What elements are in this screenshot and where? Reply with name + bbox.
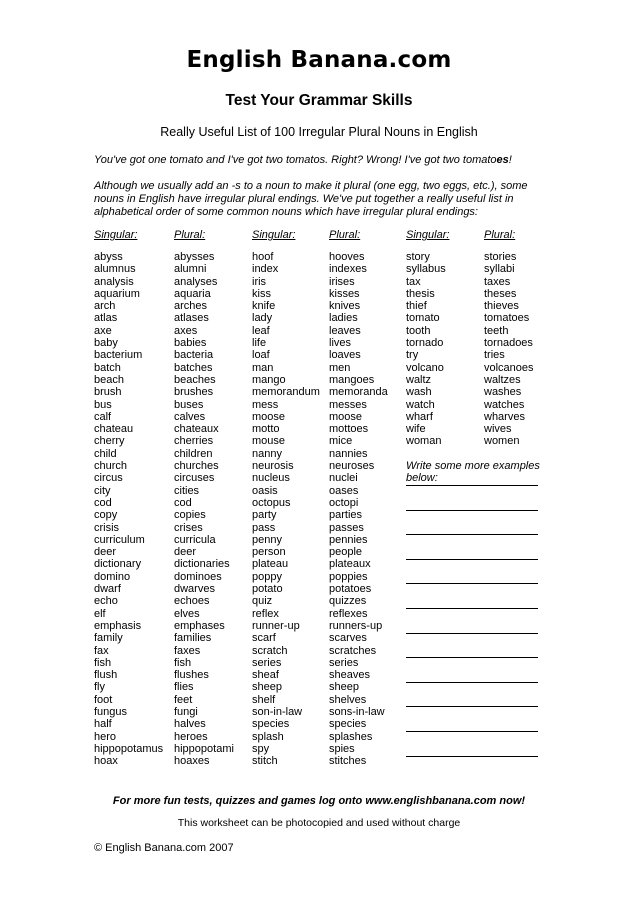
intro-sentence-text: You've got one tomato and I've got two tomatos. Right? Wrong! I've got two tomato (94, 154, 497, 166)
word-entry: people (329, 546, 363, 559)
word-entry: tornadoes (484, 337, 533, 350)
word-entry: fly (94, 681, 105, 694)
word-entry: elf (94, 607, 106, 620)
header-singular-3: Singular: (406, 229, 450, 241)
word-entry: neurosis (252, 460, 294, 473)
word-entry: batches (174, 361, 213, 374)
word-entry: passes (329, 521, 364, 534)
word-entry: churches (174, 460, 219, 473)
word-entry: bacterium (94, 349, 143, 362)
word-entry: motto (252, 423, 280, 436)
word-entry: emphases (174, 619, 225, 632)
page-subtitle: Really Useful List of 100 Irregular Plural Nouns in English (160, 125, 478, 139)
word-entry: arches (174, 300, 208, 313)
word-entry: man (252, 361, 274, 374)
word-entry: thieves (484, 300, 519, 313)
header-singular-2: Singular: (252, 229, 296, 241)
word-entry: stitch (252, 755, 278, 768)
word-entry: halves (174, 718, 206, 731)
word-entry: taxes (484, 275, 511, 288)
word-entry: kiss (252, 287, 271, 300)
word-entry: heroes (174, 730, 208, 743)
word-entry: bus (94, 398, 112, 411)
word-entry: scratch (252, 644, 288, 657)
word-entry: nucleus (252, 472, 290, 485)
word-entry: series (252, 656, 282, 669)
word-entry: abyss (94, 251, 123, 263)
word-entry: nannies (329, 447, 368, 460)
intro-sentence-end: ! (508, 154, 512, 166)
word-entry: fungi (174, 705, 198, 718)
column-plural-3 (484, 251, 534, 448)
answer-line[interactable] (406, 584, 538, 609)
word-entry: scarves (329, 632, 367, 645)
word-entry: wife (406, 423, 426, 436)
word-entry: potato (252, 583, 283, 596)
answer-line[interactable] (406, 658, 538, 683)
word-entry: wash (406, 386, 432, 399)
word-entry: life (252, 337, 267, 350)
word-entry: waltzes (484, 373, 521, 386)
word-entry: women (484, 435, 520, 448)
word-entry: sons-in-law (329, 705, 385, 718)
answer-line[interactable] (406, 707, 538, 732)
word-entry: fish (174, 656, 192, 669)
word-entry: faxes (174, 644, 201, 657)
word-entry: curricula (174, 533, 216, 546)
word-entry: leaf (252, 324, 270, 337)
word-entry: sheaf (252, 669, 279, 682)
word-entry: pennies (329, 533, 368, 546)
word-entry: babies (174, 337, 207, 350)
write-more-prompt: Write some more examples below: (406, 460, 540, 485)
word-entry: penny (252, 533, 282, 546)
word-entry: messes (329, 398, 367, 411)
answer-line[interactable] (406, 511, 538, 536)
word-entry: circus (94, 472, 123, 485)
word-entry: circuses (174, 472, 215, 485)
answer-line[interactable] (406, 683, 538, 708)
word-entry: runner-up (252, 619, 300, 632)
word-entry: cod (94, 496, 112, 509)
word-entry: reflex (252, 607, 279, 620)
word-entry: pass (252, 521, 276, 534)
word-entry: families (174, 632, 212, 645)
word-entry: dominoes (174, 570, 222, 583)
word-entry: hero (94, 730, 117, 743)
word-entry: city (94, 484, 111, 497)
word-entry: knives (329, 300, 361, 313)
word-entry: wharf (406, 410, 433, 423)
column-plural-1 (174, 251, 234, 767)
word-entry: domino (94, 570, 131, 583)
intro-sentence (94, 154, 554, 166)
word-entry: scarf (252, 632, 276, 645)
word-entry: chateau (94, 423, 134, 436)
word-entry: abysses (174, 251, 215, 263)
word-entry: species (252, 718, 290, 731)
word-entry: spies (329, 742, 355, 755)
word-entry: spy (252, 742, 270, 755)
word-entry: thief (406, 300, 427, 313)
word-entry: theses (484, 287, 517, 300)
word-entry: axe (94, 324, 112, 337)
word-entry: tornado (406, 337, 444, 350)
word-entry: hooves (329, 251, 365, 263)
word-entry: thesis (406, 287, 435, 300)
answer-line[interactable] (406, 634, 538, 659)
column-singular-3 (406, 251, 446, 448)
word-entry: loaves (329, 349, 361, 362)
answer-line[interactable] (406, 535, 538, 560)
word-entry: brushes (174, 386, 214, 399)
word-entry: stories (484, 251, 517, 263)
word-entry: tomatoes (484, 312, 530, 325)
word-entry: flush (94, 669, 118, 682)
word-entry: tomato (406, 312, 440, 325)
word-entry: moose (329, 410, 363, 423)
word-entry: scratches (329, 644, 377, 657)
word-entry: quiz (252, 595, 273, 608)
copyright: © English Banana.com 2007 (94, 842, 234, 854)
word-entry: emphasis (94, 619, 142, 632)
word-entry: children (174, 447, 213, 460)
word-entry: splashes (329, 730, 373, 743)
word-entry: parties (329, 509, 363, 522)
logo: English Banana.com (186, 47, 452, 73)
word-entry: echo (94, 595, 118, 608)
word-entry: atlases (174, 312, 209, 325)
word-entry: child (94, 447, 117, 460)
intro-sentence-bold: es (496, 154, 509, 166)
word-entry: ladies (329, 312, 358, 325)
word-entry: fax (94, 644, 109, 657)
word-entry: feet (174, 693, 193, 706)
word-entry: dictionaries (174, 558, 230, 571)
word-entry: cherries (174, 435, 214, 448)
word-entry: washes (484, 386, 522, 399)
word-entry: arch (94, 300, 116, 313)
word-entry: beach (94, 373, 124, 386)
word-entry: reflexes (329, 607, 368, 620)
intro-paragraph: Although we usually add an -s to a noun to make it plural (one egg, two eggs, etc.), some nouns in English have irregular plural endings. We've put together a really useful list in alphabetical order of some common nouns which have irregular plural endings: (94, 180, 528, 218)
word-entry: series (329, 656, 359, 669)
word-entry: hippopotamus (94, 742, 164, 755)
word-entry: volcanoes (484, 361, 534, 374)
word-entry: memoranda (329, 386, 388, 399)
word-entry: memorandum (252, 386, 320, 399)
blank-lines (406, 486, 538, 781)
footer-promo: For more fun tests, quizzes and games log onto www.englishbanana.com now! (112, 795, 526, 807)
word-entry: copies (174, 509, 206, 522)
word-entry: alumni (174, 263, 207, 276)
word-entry: splash (252, 730, 284, 743)
word-entry: mango (252, 373, 286, 386)
word-entry: curriculum (94, 533, 145, 546)
word-entry: atlas (94, 312, 118, 325)
word-entry: octopus (252, 496, 291, 509)
answer-line[interactable] (406, 609, 538, 634)
word-entry: cod (174, 496, 192, 509)
word-entry: copy (94, 509, 118, 522)
word-entry: story (406, 251, 430, 263)
word-entry: mice (329, 435, 353, 448)
word-entry: brush (94, 386, 122, 399)
word-entry: hoof (252, 251, 274, 263)
word-entry: lives (329, 337, 352, 350)
word-entry: mangoes (329, 373, 375, 386)
word-entry: syllabus (406, 263, 446, 276)
word-entry: elves (174, 607, 200, 620)
word-entry: person (252, 546, 286, 559)
word-entry: teeth (484, 324, 509, 337)
word-entry: deer (174, 546, 197, 559)
word-entry: cities (174, 484, 200, 497)
word-entry: waltz (406, 373, 432, 386)
word-entry: leaves (329, 324, 361, 337)
word-entry: mottoes (329, 423, 369, 436)
word-entry: men (329, 361, 351, 374)
header-plural-1: Plural: (174, 229, 206, 241)
word-entry: cherry (94, 435, 125, 448)
word-entry: foot (94, 693, 113, 706)
word-entry: flies (174, 681, 194, 694)
word-entry: family (94, 632, 123, 645)
word-entry: analyses (174, 275, 218, 288)
word-entry: deer (94, 546, 117, 559)
word-entry: alumnus (94, 263, 136, 276)
word-entry: poppies (329, 570, 368, 583)
word-entry: baby (94, 337, 118, 350)
word-entry: moose (252, 410, 286, 423)
word-entry: octopi (329, 496, 359, 509)
word-entry: chateaux (174, 423, 219, 436)
word-entry: shelf (252, 693, 276, 706)
answer-line[interactable] (406, 461, 538, 486)
word-entry: buses (174, 398, 204, 411)
word-entry: crises (174, 521, 203, 534)
word-entry: watch (406, 398, 435, 411)
footer-note: This worksheet can be photocopied and used without charge (177, 817, 461, 829)
word-entry: wives (484, 423, 512, 436)
word-entry: calves (174, 410, 206, 423)
word-entry: hoax (94, 755, 118, 768)
word-entry: dwarf (94, 583, 121, 596)
word-entry: lady (252, 312, 273, 325)
word-entry: party (252, 509, 277, 522)
word-entry: sheep (252, 681, 282, 694)
word-entry: church (94, 460, 128, 473)
word-entry: batch (94, 361, 121, 374)
word-entry: plateaux (329, 558, 371, 571)
word-entry: loaf (252, 349, 270, 362)
word-entry: hoaxes (174, 755, 210, 768)
word-entry: hippopotami (174, 742, 234, 755)
header-plural-2: Plural: (329, 229, 361, 241)
word-entry: woman (406, 435, 442, 448)
word-entry: aquaria (174, 287, 211, 300)
word-entry: fungus (94, 705, 128, 718)
word-entry: aquarium (94, 287, 140, 300)
word-entry: shelves (329, 693, 367, 706)
word-entry: nuclei (329, 472, 358, 485)
word-entry: mouse (252, 435, 286, 448)
word-entry: nanny (252, 447, 282, 460)
word-entry: half (94, 718, 112, 731)
header-singular-1: Singular: (94, 229, 138, 241)
word-entry: dictionary (94, 558, 142, 571)
word-entry: oases (329, 484, 359, 497)
word-entry: watches (484, 398, 525, 411)
word-entry: axes (174, 324, 198, 337)
word-entry: tax (406, 275, 421, 288)
word-entry: flushes (174, 669, 209, 682)
word-entry: try (406, 349, 419, 362)
word-entry: sheep (329, 681, 359, 694)
page-title: Test Your Grammar Skills (225, 92, 413, 109)
word-entry: mess (252, 398, 279, 411)
word-entry: knife (252, 300, 276, 313)
word-entry: wharves (484, 410, 525, 423)
answer-line[interactable] (406, 732, 538, 757)
word-entry: fish (94, 656, 112, 669)
column-singular-2 (252, 251, 320, 767)
word-entry: species (329, 718, 367, 731)
word-entry: son-in-law (252, 705, 303, 718)
word-entry: oasis (252, 484, 278, 497)
word-entry: kisses (329, 287, 360, 300)
word-entry: runners-up (329, 619, 383, 632)
answer-line[interactable] (406, 486, 538, 511)
word-entry: beaches (174, 373, 216, 386)
word-entry: sheaves (329, 669, 370, 682)
word-entry: index (252, 263, 279, 276)
word-entry: calf (94, 410, 112, 423)
answer-line[interactable] (406, 560, 538, 585)
column-headers (0, 229, 638, 243)
word-entry: volcano (406, 361, 444, 374)
word-entry: tooth (406, 324, 431, 337)
word-entry: stitches (329, 755, 367, 768)
word-entry: crisis (94, 521, 120, 534)
header-plural-3: Plural: (484, 229, 516, 241)
word-entry: irises (329, 275, 355, 288)
word-entry: bacteria (174, 349, 214, 362)
column-singular-1 (94, 251, 163, 767)
word-entry: plateau (252, 558, 289, 571)
word-entry: iris (252, 275, 267, 288)
word-entry: neuroses (329, 460, 375, 473)
word-entry: dwarves (174, 583, 215, 596)
word-entry: indexes (329, 263, 367, 276)
word-entry: syllabi (484, 263, 515, 276)
word-entry: quizzes (329, 595, 367, 608)
word-entry: analysis (94, 275, 134, 288)
word-entry: echoes (174, 595, 210, 608)
column-plural-2 (329, 251, 388, 767)
word-entry: poppy (252, 570, 282, 583)
word-entry: potatoes (329, 583, 372, 596)
word-entry: tries (484, 349, 505, 362)
